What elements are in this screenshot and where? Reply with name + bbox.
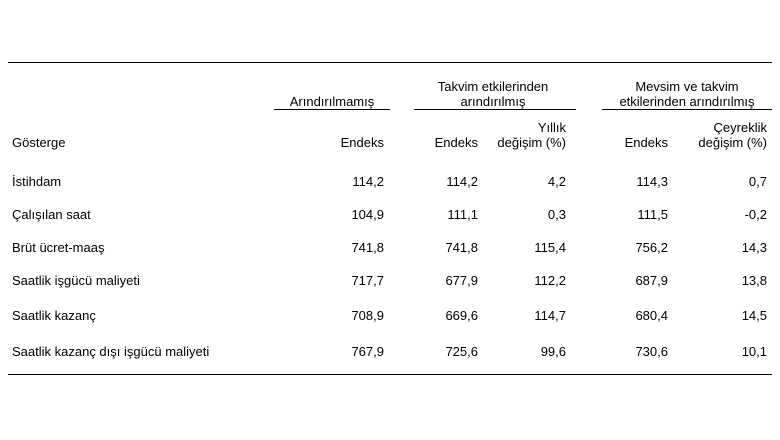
table-bottom-rule [8, 374, 772, 375]
group-underline-seasonal [602, 109, 772, 110]
cell-quarterly-change: 14,3 [741, 240, 767, 255]
cell-index-seasonal: 111,5 [637, 207, 668, 222]
cell-quarterly-change: -0,2 [744, 207, 767, 222]
cell-annual-change: 112,2 [534, 273, 566, 288]
column-header-quarterly-change-line2: değişim (%) [698, 135, 767, 150]
cell-indicator-name: Çalışılan saat [12, 207, 91, 222]
cell-quarterly-change: 10,1 [741, 344, 767, 359]
cell-index-seasonal: 114,3 [636, 174, 668, 189]
cell-annual-change: 114,7 [534, 308, 566, 323]
cell-index-seasonal: 687,9 [635, 273, 668, 288]
cell-indicator-name: Saatlik işgücü maliyeti [12, 273, 140, 288]
cell-annual-change: 0,3 [547, 207, 566, 222]
column-header-quarterly-change-line1: Çeyreklik [713, 120, 767, 135]
cell-indicator-name: Saatlik kazanç [12, 308, 96, 323]
column-header-index-seasonal: Endeks [624, 135, 668, 150]
cell-indicator-name: İstihdam [12, 174, 62, 189]
cell-index-calendar: 669,6 [445, 308, 478, 323]
cell-index-seasonal: 756,2 [635, 240, 668, 255]
group-header-calendar-line2: arındırılmış [460, 94, 526, 109]
column-header-annual-change-line2: değişim (%) [497, 135, 566, 150]
cell-index-calendar: 725,6 [445, 344, 478, 359]
cell-index-calendar: 677,9 [445, 273, 478, 288]
column-header-index-unadjusted: Endeks [340, 135, 384, 150]
cell-annual-change: 115,4 [534, 240, 566, 255]
cell-indicator-name: Saatlik kazanç dışı işgücü maliyeti [12, 344, 210, 359]
group-underline-unadjusted [274, 109, 390, 110]
cell-index-seasonal: 680,4 [635, 308, 668, 323]
group-header-unadjusted: Arındırılmamış [289, 94, 375, 109]
cell-index-unadjusted: 767,9 [351, 344, 384, 359]
cell-quarterly-change: 13,8 [741, 273, 767, 288]
cell-quarterly-change: 0,7 [748, 174, 767, 189]
cell-index-calendar: 741,8 [445, 240, 478, 255]
column-header-annual-change-line1: Yıllık [537, 120, 566, 135]
group-header-calendar-line1: Takvim etkilerinden [437, 79, 549, 94]
cell-index-unadjusted: 741,8 [351, 240, 384, 255]
group-underline-calendar [414, 109, 576, 110]
cell-annual-change: 4,2 [547, 174, 566, 189]
group-header-seasonal-line2: etkilerinden arındırılmış [619, 94, 755, 109]
cell-index-unadjusted: 708,9 [351, 308, 384, 323]
cell-index-seasonal: 730,6 [635, 344, 668, 359]
cell-annual-change: 99,6 [540, 344, 566, 359]
cell-indicator-name: Brüt ücret-maaş [12, 240, 105, 255]
column-header-indicator: Gösterge [12, 135, 66, 150]
cell-index-unadjusted: 717,7 [351, 273, 384, 288]
cell-quarterly-change: 14,5 [741, 308, 767, 323]
column-header-index-calendar: Endeks [434, 135, 478, 150]
table-top-rule [8, 62, 772, 63]
cell-index-unadjusted: 104,9 [351, 207, 384, 222]
cell-index-calendar: 111,1 [447, 207, 478, 222]
group-header-seasonal-line1: Mevsim ve takvim [635, 79, 739, 94]
cell-index-calendar: 114,2 [446, 174, 478, 189]
cell-index-unadjusted: 114,2 [352, 174, 384, 189]
